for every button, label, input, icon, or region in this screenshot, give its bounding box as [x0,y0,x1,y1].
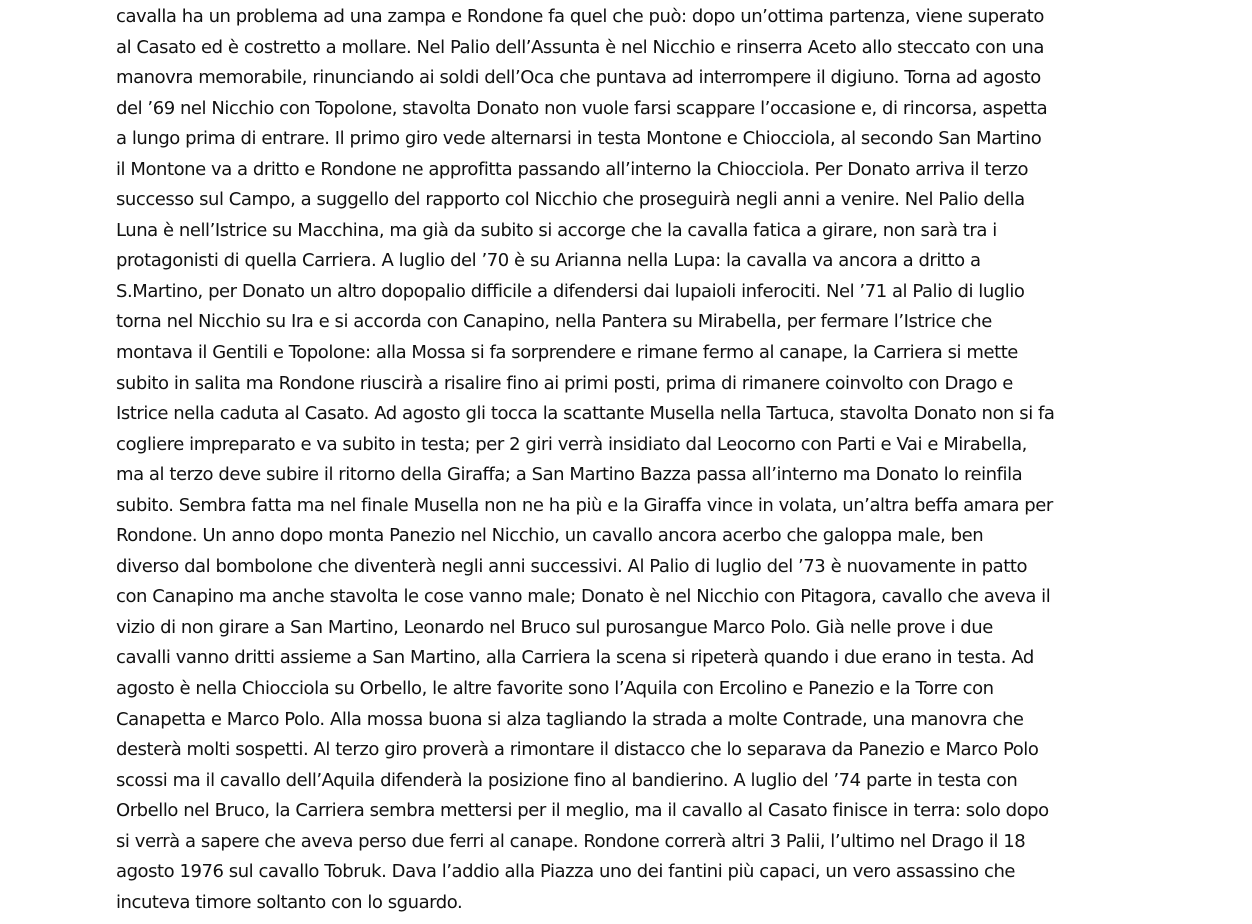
text-line: incuteva timore soltanto con lo sguardo. [116,891,463,913]
text-line: Orbello nel Bruco, la Carriera sembra mettersi per il meglio, ma il cavallo al Casato finisce in terra: solo dopo [116,800,1049,822]
text-line: protagonisti di quella Carriera. A luglio del ’70 è su Arianna nella Lupa: la cavalla va ancora a dritto a [116,250,981,272]
text-line: S.Martino, per Donato un altro dopopalio difficile a difendersi dai lupaioli inferociti. Nel ’71 al Palio di luglio [116,280,1025,302]
text-line: scossi ma il cavallo dell’Aquila difenderà la posizione fino al bandierino. A luglio del ’74 parte in testa con [116,769,1018,791]
text-line: agosto è nella Chiocciola su Orbello, le altre favorite sono l’Aquila con Ercolino e Panezio e la Torre con [116,678,994,700]
text-line: Istrice nella caduta al Casato. Ad agosto gli tocca la scattante Musella nella Tartuca, stavolta Donato non si fa [116,403,1055,425]
text-line: cavalli vanno dritti assieme a San Martino, alla Carriera la scena si ripeterà quando i due erano in testa. Ad [116,647,1034,669]
text-line: Luna è nell’Istrice su Macchina, ma già da subito si accorge che la cavalla fatica a girare, non sarà tra i [116,219,997,241]
text-line: subito in salita ma Rondone riuscirà a risalire fino ai primi posti, prima di rimanere coinvolto con Drago e [116,372,1013,394]
text-line: torna nel Nicchio su Ira e si accorda con Canapino, nella Pantera su Mirabella, per fermare l’Istrice che [116,311,992,333]
text-line: ma al terzo deve subire il ritorno della Giraffa; a San Martino Bazza passa all’interno ma Donato lo reinfila [116,464,1023,486]
text-line: con Canapino ma anche stavolta le cose vanno male; Donato è nel Nicchio con Pitagora, cavallo che aveva il [116,586,1051,608]
text-line: si verrà a sapere che aveva perso due ferri al canape. Rondone correrà altri 3 Palii, l’ultimo nel Drago il 18 [116,830,1026,852]
text-line: diverso dal bombolone che diventerà negli anni successivi. Al Palio di luglio del ’73 è nuovamente in patto [116,555,1028,577]
text-line: del ’69 nel Nicchio con Topolone, stavolta Donato non vuole farsi scappare l’occasione e, di rincorsa, aspetta [116,97,1048,119]
text-line: cavalla ha un problema ad una zampa e Rondone fa quel che può: dopo un’ottima partenza, viene superato [116,6,1044,27]
text-line: montava il Gentili e Topolone: alla Mossa si fa sorprendere e rimane fermo al canape, la Carriera si mette [116,342,1018,364]
text-line: manovra memorabile, rinunciando ai soldi dell’Oca che puntava ad interrompere il digiuno. Torna ad agosto [116,67,1041,89]
text-line: il Montone va a dritto e Rondone ne approfitta passando all’interno la Chiocciola. Per Donato arriva il terzo [116,158,1029,180]
document-body-text [116,2,1142,918]
text-line: desterà molti sospetti. Al terzo giro proverà a rimontare il distacco che lo separava da Panezio e Marco Polo [116,739,1039,761]
text-line: cogliere impreparato e va subito in testa; per 2 giri verrà insidiato dal Leocorno con Parti e Vai e Mirabella, [116,433,1027,455]
document-page [116,2,1142,918]
text-line: Rondone. Un anno dopo monta Panezio nel Nicchio, un cavallo ancora acerbo che galoppa male, ben [116,525,984,547]
text-line: agosto 1976 sul cavallo Tobruk. Dava l’addio alla Piazza uno dei fantini più capaci, un vero assassino che [116,861,1016,883]
text-line: a lungo prima di entrare. Il primo giro vede alternarsi in testa Montone e Chiocciola, al secondo San Martino [116,128,1042,150]
text-line: successo sul Campo, a suggello del rapporto col Nicchio che proseguirà negli anni a venire. Nel Palio della [116,189,1025,211]
text-line: Canapetta e Marco Polo. Alla mossa buona si alza tagliando la strada a molte Contrade, una manovra che [116,708,1024,730]
text-line: al Casato ed è costretto a mollare. Nel Palio dell’Assunta è nel Nicchio e rinserra Aceto allo steccato con una [116,36,1044,58]
text-line: vizio di non girare a San Martino, Leonardo nel Bruco sul purosangue Marco Polo. Già nelle prove i due [116,616,993,638]
text-line: subito. Sembra fatta ma nel finale Musella non ne ha più e la Giraffa vince in volata, un’altra beffa amara per [116,494,1053,516]
